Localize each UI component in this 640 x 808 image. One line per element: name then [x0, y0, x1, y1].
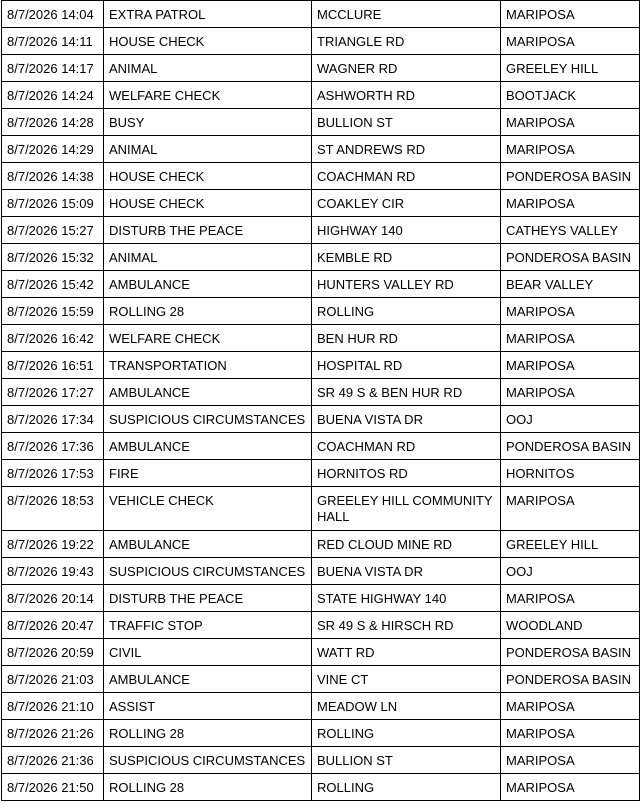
table-row — [2, 325, 640, 352]
location-cell: WAGNER RD — [312, 55, 501, 82]
location-cell: TRIANGLE RD — [312, 28, 501, 55]
table-row — [2, 612, 640, 639]
table-row — [2, 585, 640, 612]
table-row — [2, 109, 640, 136]
call-type-cell: ANIMAL — [104, 55, 312, 82]
call-type-cell: SUSPICIOUS CIRCUMSTANCES — [104, 558, 312, 585]
call-type-cell: SUSPICIOUS CIRCUMSTANCES — [104, 747, 312, 774]
location-cell: ST ANDREWS RD — [312, 136, 501, 163]
table-row — [2, 720, 640, 747]
date-time-cell: 8/7/2026 14:29 — [2, 136, 104, 163]
table-row — [2, 55, 640, 82]
call-type-cell: ANIMAL — [104, 244, 312, 271]
area-cell: BOOTJACK — [501, 82, 640, 109]
call-type-cell: HOUSE CHECK — [104, 190, 312, 217]
table-row — [2, 693, 640, 720]
table-row — [2, 433, 640, 460]
date-time-cell: 8/7/2026 15:27 — [2, 217, 104, 244]
table-row — [2, 379, 640, 406]
call-type-cell: HOUSE CHECK — [104, 163, 312, 190]
date-time-cell: 8/7/2026 21:10 — [2, 693, 104, 720]
date-time-cell: 8/7/2026 14:04 — [2, 1, 104, 28]
area-cell: MARIPOSA — [501, 1, 640, 28]
date-time-cell: 8/7/2026 19:22 — [2, 531, 104, 558]
location-cell: VINE CT — [312, 666, 501, 693]
table-row — [2, 136, 640, 163]
call-type-cell: SUSPICIOUS CIRCUMSTANCES — [104, 406, 312, 433]
area-cell: OOJ — [501, 406, 640, 433]
area-cell: MARIPOSA — [501, 190, 640, 217]
call-type-cell: AMBULANCE — [104, 531, 312, 558]
date-time-cell: 8/7/2026 15:59 — [2, 298, 104, 325]
date-time-cell: 8/7/2026 14:38 — [2, 163, 104, 190]
call-type-cell: TRANSPORTATION — [104, 352, 312, 379]
table-row — [2, 190, 640, 217]
area-cell: MARIPOSA — [501, 693, 640, 720]
call-type-cell: ASSIST — [104, 693, 312, 720]
location-cell: COAKLEY CIR — [312, 190, 501, 217]
date-time-cell: 8/7/2026 21:03 — [2, 666, 104, 693]
area-cell: PONDEROSA BASIN — [501, 666, 640, 693]
table-row — [2, 28, 640, 55]
table-row — [2, 487, 640, 531]
area-cell: MARIPOSA — [501, 379, 640, 406]
table-row — [2, 639, 640, 666]
table-row — [2, 217, 640, 244]
area-cell: MARIPOSA — [501, 109, 640, 136]
location-cell: BUENA VISTA DR — [312, 558, 501, 585]
location-cell: HORNITOS RD — [312, 460, 501, 487]
date-time-cell: 8/7/2026 15:42 — [2, 271, 104, 298]
location-cell: HOSPITAL RD — [312, 352, 501, 379]
location-cell: ROLLING — [312, 298, 501, 325]
call-type-cell: ROLLING 28 — [104, 298, 312, 325]
area-cell: HORNITOS — [501, 460, 640, 487]
call-log-table — [1, 0, 640, 801]
area-cell: MARIPOSA — [501, 487, 640, 531]
area-cell: MARIPOSA — [501, 720, 640, 747]
location-cell: BULLION ST — [312, 109, 501, 136]
date-time-cell: 8/7/2026 21:26 — [2, 720, 104, 747]
area-cell: GREELEY HILL — [501, 531, 640, 558]
call-type-cell: AMBULANCE — [104, 379, 312, 406]
call-type-cell: AMBULANCE — [104, 433, 312, 460]
table-row — [2, 666, 640, 693]
call-type-cell: CIVIL — [104, 639, 312, 666]
table-row — [2, 558, 640, 585]
table-row — [2, 774, 640, 801]
call-type-cell: ROLLING 28 — [104, 720, 312, 747]
date-time-cell: 8/7/2026 15:32 — [2, 244, 104, 271]
date-time-cell: 8/7/2026 17:36 — [2, 433, 104, 460]
location-cell: ROLLING — [312, 774, 501, 801]
date-time-cell: 8/7/2026 14:28 — [2, 109, 104, 136]
table-row — [2, 352, 640, 379]
date-time-cell: 8/7/2026 17:27 — [2, 379, 104, 406]
area-cell: MARIPOSA — [501, 325, 640, 352]
date-time-cell: 8/7/2026 16:42 — [2, 325, 104, 352]
call-type-cell: HOUSE CHECK — [104, 28, 312, 55]
table-row — [2, 406, 640, 433]
location-cell: STATE HIGHWAY 140 — [312, 585, 501, 612]
call-type-cell: WELFARE CHECK — [104, 325, 312, 352]
area-cell: GREELEY HILL — [501, 55, 640, 82]
location-cell: HUNTERS VALLEY RD — [312, 271, 501, 298]
table-row — [2, 460, 640, 487]
table-row — [2, 82, 640, 109]
date-time-cell: 8/7/2026 20:59 — [2, 639, 104, 666]
call-type-cell: FIRE — [104, 460, 312, 487]
table-row — [2, 244, 640, 271]
call-type-cell: ANIMAL — [104, 136, 312, 163]
location-cell: RED CLOUD MINE RD — [312, 531, 501, 558]
date-time-cell: 8/7/2026 18:53 — [2, 487, 104, 531]
location-cell: COACHMAN RD — [312, 163, 501, 190]
date-time-cell: 8/7/2026 17:53 — [2, 460, 104, 487]
table-row — [2, 1, 640, 28]
location-cell: BULLION ST — [312, 747, 501, 774]
date-time-cell: 8/7/2026 15:09 — [2, 190, 104, 217]
date-time-cell: 8/7/2026 20:14 — [2, 585, 104, 612]
location-cell: WATT RD — [312, 639, 501, 666]
location-cell: COACHMAN RD — [312, 433, 501, 460]
area-cell: PONDEROSA BASIN — [501, 639, 640, 666]
call-type-cell: BUSY — [104, 109, 312, 136]
location-cell: GREELEY HILL COMMUNITY HALL — [312, 487, 501, 531]
location-cell: MCCLURE — [312, 1, 501, 28]
table-row — [2, 298, 640, 325]
call-log-body — [2, 1, 640, 801]
location-cell: ASHWORTH RD — [312, 82, 501, 109]
call-type-cell: DISTURB THE PEACE — [104, 217, 312, 244]
area-cell: MARIPOSA — [501, 28, 640, 55]
call-type-cell: VEHICLE CHECK — [104, 487, 312, 531]
call-type-cell: ROLLING 28 — [104, 774, 312, 801]
date-time-cell: 8/7/2026 14:11 — [2, 28, 104, 55]
date-time-cell: 8/7/2026 16:51 — [2, 352, 104, 379]
call-type-cell: AMBULANCE — [104, 666, 312, 693]
table-row — [2, 271, 640, 298]
area-cell: BEAR VALLEY — [501, 271, 640, 298]
location-cell: BEN HUR RD — [312, 325, 501, 352]
area-cell: MARIPOSA — [501, 774, 640, 801]
area-cell: OOJ — [501, 558, 640, 585]
table-row — [2, 163, 640, 190]
area-cell: MARIPOSA — [501, 298, 640, 325]
location-cell: BUENA VISTA DR — [312, 406, 501, 433]
call-type-cell: EXTRA PATROL — [104, 1, 312, 28]
table-row — [2, 747, 640, 774]
date-time-cell: 8/7/2026 14:17 — [2, 55, 104, 82]
area-cell: CATHEYS VALLEY — [501, 217, 640, 244]
area-cell: MARIPOSA — [501, 352, 640, 379]
date-time-cell: 8/7/2026 21:36 — [2, 747, 104, 774]
area-cell: MARIPOSA — [501, 585, 640, 612]
location-cell: ROLLING — [312, 720, 501, 747]
location-cell: SR 49 S & BEN HUR RD — [312, 379, 501, 406]
date-time-cell: 8/7/2026 21:50 — [2, 774, 104, 801]
area-cell: PONDEROSA BASIN — [501, 244, 640, 271]
date-time-cell: 8/7/2026 17:34 — [2, 406, 104, 433]
call-type-cell: TRAFFIC STOP — [104, 612, 312, 639]
area-cell: PONDEROSA BASIN — [501, 163, 640, 190]
date-time-cell: 8/7/2026 20:47 — [2, 612, 104, 639]
call-type-cell: DISTURB THE PEACE — [104, 585, 312, 612]
call-type-cell: AMBULANCE — [104, 271, 312, 298]
area-cell: PONDEROSA BASIN — [501, 433, 640, 460]
table-row — [2, 531, 640, 558]
location-cell: HIGHWAY 140 — [312, 217, 501, 244]
date-time-cell: 8/7/2026 19:43 — [2, 558, 104, 585]
location-cell: KEMBLE RD — [312, 244, 501, 271]
location-cell: MEADOW LN — [312, 693, 501, 720]
area-cell: WOODLAND — [501, 612, 640, 639]
area-cell: MARIPOSA — [501, 747, 640, 774]
area-cell: MARIPOSA — [501, 136, 640, 163]
call-type-cell: WELFARE CHECK — [104, 82, 312, 109]
date-time-cell: 8/7/2026 14:24 — [2, 82, 104, 109]
location-cell: SR 49 S & HIRSCH RD — [312, 612, 501, 639]
